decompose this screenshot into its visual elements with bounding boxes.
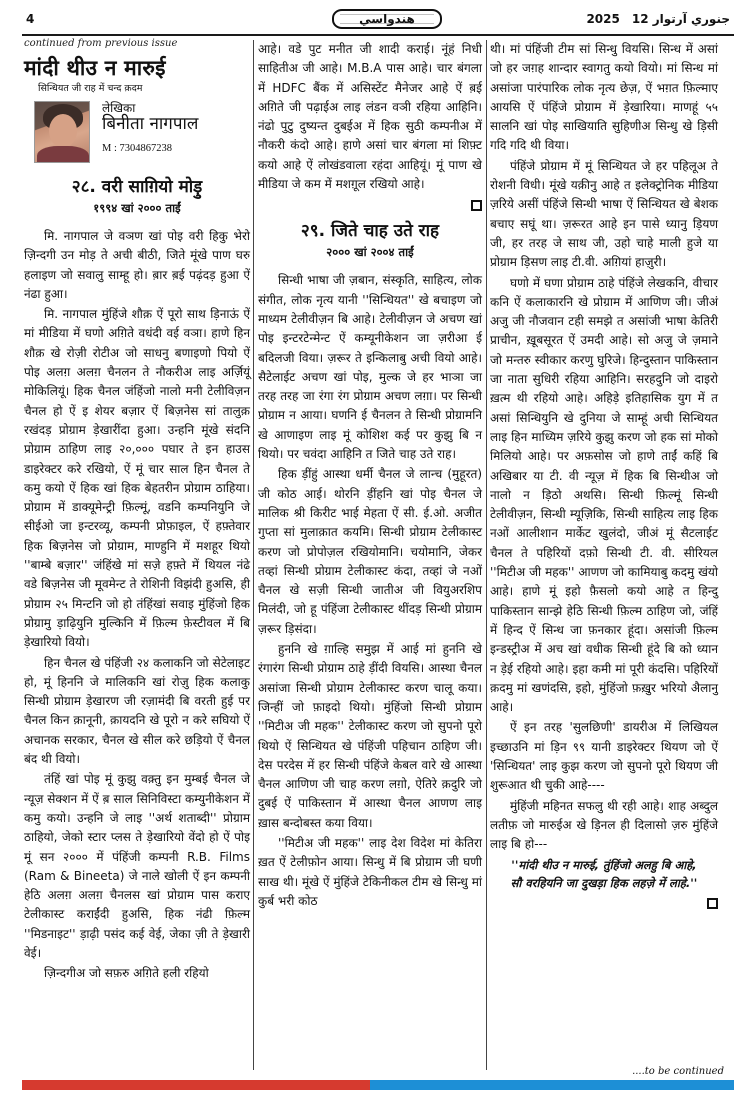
section-28-title: २८. वरी साग़ियो मोड़ु [71, 177, 203, 197]
column-divider [253, 40, 254, 1070]
author-photo [34, 101, 90, 163]
closing-quote [490, 856, 718, 892]
article-title: मांदी थीउ न मारुई [24, 56, 166, 80]
paragraph: मि. नागपाल जे वञण खां पोइ वरी हिकु भेरो ज़िन्दगी उन मोड़ ते अची बीठी, जिते मूंखे पाण घरु हलाइण जो सवालु साम्हू हो। ब़ार ब़ई पढ़ंदड़ हुआ ऐं नंढा हुआ। [24, 229, 250, 301]
section-end-mark [471, 200, 482, 211]
quote-line: ''मांदी थीउ न मारुई, तुंहिंजो अलहु बि आहे, [511, 858, 697, 873]
footer-bar-blue [370, 1080, 734, 1090]
footer-bar-red [22, 1080, 370, 1090]
issue-day-date: 12 جنوري [631, 12, 730, 26]
column-2 [258, 40, 482, 912]
paragraph: सिन्धी भाषा जी ज़बान, संस्कृति, साहित्य, लोक संगीत, लोक नृत्य यानी ''सिन्धियत'' खे बचाइण जो माध्यम टेलीवीज़न बि आहे। टेलीवीज़न जे अचण खां पोइ इन्टरटेन्मेन्ट ऐं कम्यूनीकेशन जा ज़रीआ ई बदिलजी विया। ज़रूर ते इन्किलाबु अची वियो आहे। सैटेलाईट अचण खां पोइ, मुल्क जे हर भाञा जा तरह तरह जा रंगा रंग प्रोग्राम अचण लग़ा। पर सिन्धी प्रोग्राम न आया। घणनि ई चैनलन ते सिन्धी प्रोग्रामनि खे आणाइण लाइ मूं कोशिश कई पर कुझु बि न थियो। पर चवंदा आहिनि त जिते चाह उते राह। [258, 273, 482, 462]
paragraph: मि. नागपाल मुंहिंजे शौक़ ऐं पूरो साथ ड़िनाऊं ऐं मां मीडिया में घणो अग़िते वधंदी वई वञा। हाणे हिन शौक़ खे रोज़ी रोटीअ जो साधनु बणाइणो पियो ऐं पोइ अलग़ अलग़ चैनलन ते नौकरीअ लाइ अर्ज़ियूं मोकिलियूं। हिक चैनल जंहिंजो नालो मनी टेलीविज़न चैनल हो ऐं इ शेयर बज़ार ऐं बिज़नेस सां तालुक़ रखंदड़ प्रोग्राम ड़ेखारींदा हुआ। उन्हनि मूंखे संदनि प्रोग्राम ठाहिण लाइ २०,००० पघार ते इन हाउस डाइरेक्टर करे रखियो, ऐं मूं चार साल हिन चैनल ते कमु कयो ऐं हिक खां हिक बेहतरीन प्रोग्राम ठाहिया। प्रोग्राम में डाक्यूमेन्ट्री फ़िल्मूं, वडनि कम्पनियुनि जे सीईओ जा इन्टरव्यू, कम्पनी प्रोफ़ाइल, ऐं हफ़्तेवार हिक बिज़नेस जो प्रोग्राम, माण्हुनि में मशहूर थियो ''बाम्बे बज़ार'' जंहिंखे मां सज़े हफ़्ते में थियल नंढे वडे बिज़नेस जी मूवमेन्ट ते रोशिनी विझंदी हुअसि, ही प्रोग्राम २५ मिन्टनि जो हो तंहिंखां सवाइ मुंहिंजो हिक प्रोग्रामु ड़ाढ़ियुनि मुल्किनि में फ़िल्म फ़ेस्टीवल में बि ड़ेखारियो वियो। [24, 307, 250, 650]
column-divider [486, 40, 487, 1070]
paragraph: ज़िन्दगीअ जो सफ़रु अग़िते हली रहियो [44, 966, 209, 981]
paragraph: आहे। वडे पुट मनीत जी शादी कराई। नूंहं निधी साहितीअ जी आहे। M.B.A पास आहे। चार बंगला में HDFC बैंक में असिस्टेंट मैनेजर आहे ऐं ब़ई अग़िते जी पढ़ाईअ लाइ लंडन वञी रहिया आहिनि। नंढो पुटु दुष्यन्त दुबईअ में हिक सुठी कम्पनीअ में नौकरी कंदो आहे। हाणे असां चार बंगला मां शिफ़्ट कयो आहे ऐं लोखंडवाला रहंदा आहियूं। मूं पाण खे मीडिया जे कम में मशग़ूल रखियो आहे। [258, 42, 482, 192]
paragraph: हिक ड़ींहुं आस्था धर्मी चैनल जे लान्च (मुहूरत) जी कोठ आई। थोरनि ड़ींहनि खां पोइ चैनल जे मालिक श्री किरीट भाई मेहता ऐं सी. ई.ओ. अजीत गुप्ता सां मुलाक़ात कयमि। सिन्धी प्रोग्राम टेलीकास्ट करण जो प्रोपोज़ल रखियोमानि। चयोमानि, जेकर तव्हां सिन्धी प्रोग्राम टेलीकास्ट कंदा, तव्हां जे नओं चैनल खे सज़ी सिन्धी जातीअ जी वियुअरशिप मिलंदी, जो हू पंहिंजा टेलीकास्ट थींदड़ सिन्धी प्रोग्राम ज़रूर ड़िसंदा। [258, 467, 482, 636]
section-end-mark [707, 898, 718, 909]
continued-to-note: ....to be continued [632, 1066, 724, 1077]
paragraph: पंहिंजे प्रोग्राम में मूं सिन्धियत जे हर पहिलूअ ते रोशनी विधी। मूंखे यक़ीनु आहे त इलेक्ट्रोनिक मीडिया ज़रिये असीं पंहिंजे सिन्धी भाषा ऐं सिन्धियत खे बेशक बचाए सघूं था। ज़रूरत आहे इन पासे ध्यानु ड़ियण जी, हर तरह जे साथ जी, उहो चाहे माली हुजे या प्रोग्राम ड़िसण लाइ टी.वी. अग़ियां हाज़ुरी। [490, 158, 718, 270]
issue-weekday: آرتوار [652, 12, 687, 26]
paragraph: थी। मां पंहिंजी टीम सां सिन्धु वियसि। सिन्ध में असां जो हर जग़ह शान्दार स्वागतु कयो वियो। मां सिन्ध मां असांजा पारंपारिक लोक नृत्य छेज़, ऐं भग़त फ़िल्माए आयसि ऐं पंहिंजे प्रोग्राम में ड़ेखारिया। माणहूं ५५ सालनि खां पोइ साखियाति सुहिणीअ सिन्धु खे ड़िसी गदि गदि थी विया। [490, 42, 718, 153]
author-block [24, 99, 250, 169]
page-header [22, 10, 734, 36]
article-subtitle: सिन्धियत जी राह में चन्द क़दम [38, 83, 143, 94]
logo-text: هندواسي [359, 12, 415, 26]
paragraph: हिन चैनल खे पंहिंजी २४ कलाकनि जो सेटेलाइट हो, मूं हिननि जे मालिकनि खां रोज़ु हिक कलाकु सिन्धी प्रोग्राम ड़ेखारण जी रज़ामंदी बि वरती हुई पर चैनल किन क़ानूनी, क़ायदनि खे पूरो न करे सघियो ऐं अचानक सरकार, चैनल खे सील करे छड़ियो ऐं चैनल बंद थी वियो। [24, 655, 250, 767]
paragraph: ऐं इन तरह 'सुलछिणी' डायरीअ में लिखियल इच्छाउनि मां ड़िन ९९ यानी डाइरेक्टर थियण जो ऐं 'सिन्धियत' लाइ कुझ करण जो सुपनो पूरो थियण जी शुरूआत थी चुकी आहे---- [490, 720, 718, 793]
paragraph: घणो में घणा प्रोग्राम ठाहे पंहिंजे लेखकनि, वीचार कनि ऐं कलाकारनि खे प्रोग्राम में आणिण जी। जीअं अजु जी नौजवान टही समझे त असांजी भाषा केतिरी प्राचीन, ख़ूबसूरत ऐं उमदी आहे। सो अजु जे ज़माने जो मन्तरु स्वीकार करणु घुरिजे। हिन्दुस्तान पाकिस्तान जा नाता सुधिरी रहिया आहिनि। सरहदुनि जो दाइरो ख़त्म थी रहियो आहे। अहिड़े इतिहासिक युग में त असां सिन्धियुनि खे दुनिया जे साम्हूं अची सिन्धियत लाइ हिन माध्यिम ज़रिये कुझु करण जो हक सां मोको मिलियो आहे। पर अफ़सोस जो हाणे ताईं कहिं बि अखिबार या टी. वी न्यूज़ में हिक बि सिन्धीअ जो नालो न ड़िठो अथसि। सिन्धी फ़िल्मूं सिन्धी टेलीवीज़न, सिन्धी म्यूज़िकि, सिन्धी साहित्य लाइ हिक नओं आलीशान मार्केट खुलंदो, जीअं मूं सैटलाईट चैनल ते पहिरियों दफ़ो सिन्धी टी. वी. सीरियल ''मिटीअ जी महक'' आणण जो कामियाबु कदमु खंयो आहे। हाणे मूं इहो फ़ैसलो कयो आहे त हिन्दु पाकिस्तान सान्झे हेठि सिन्धी फ़िल्म ठाहिण जो, जंहिं में हिन्द ऐं सिन्ध जा फ़नकार हूंदा। असांजी फ़िल्म इन्डस्ट्रीअ में अच खां वधीक सिन्धी हूंदे बि को ध्यान न ड़ेई रहियो आहे। इहा कमी मां पूरी कंदसि। पहिरियों क़दमु मां खणंदसि, इहो, मुंहिंजो फ़ख़ुर भरियो अैलानु आहे। [490, 275, 718, 715]
author-name: बिनीता नागपाल [102, 114, 199, 134]
issue-date [586, 12, 730, 26]
footer-color-bar [22, 1080, 734, 1090]
paragraph: ''मिटीअ जी महक'' लाइ देश विदेश मां केतिरा ख़त ऐं टेलीफ़ोन आया। सिन्धु में बि प्रोग्राम जी घणी साख थी। मूंखे ऐं मुंहिंजे टेकिनीकल टीम खे सिन्धु मां कुर्ब भरी कोठ [258, 835, 482, 908]
paragraph: तंहिं खां पोइ मूं कुझु वक़्तु इन मुम्बई चैनल जे न्यूज़ सेक्शन में ऐं ब़ साल सिनिविस्टा कम्युनीकेशन में कमु कयो। उन्हनि जे लाइ ''अर्थ शताब्दी'' प्रोग्राम ठाहियो, जेको स्टार प्लस ते ड़ेखारियो वेंदो हो ऐं पोइ मूं सन २००० में पंहिंजी कम्पनी R.B. Films (Ram & Bineeta) जे नाले खोली ऐं इन कम्पनी हेठि अलग़ अलग़ चैनलस खां प्रोग्राम पास कराए टेलीकास्ट कराईंदी हुअसि, हिक नंढी फ़िल्म ''मिडनाइट'' ड़ाढ़ी पसंद कई वेई, जेका ज़ी ते ड़ेखारी वेई। [24, 772, 250, 960]
paragraph: हुननि खे ग़ाल्हि समुझ में आई मां हुननि खे रंगारंग सिन्धी प्रोग्राम ठाहे ड़ींदी वियसि। आस्था चैनल असांजा सिन्धी प्रोग्राम टेलीकास्ट करण चालू कया। जिन्हीं जो फ़ाइदो थियो। मुंहिंजो सिन्धी प्रोग्राम ''मिटीअ जी महक'' टेलीकास्ट करण जो सुपनो पूरो थियो ऐं सिन्धियत खे पंहिंजी पहिचान ठाहिण जी। देस परदेस में हर सिन्धी पंहिंजे केबल वारे खे आस्था चैनल आणिण जी चाह करण लग़ो, ऐतिरे क़दुरि जो दुबई ऐं पाकिस्तान में आस्था चैनल आणण लाइ ख़ास बन्दोबस्त कया विया। [258, 642, 482, 830]
section-29-title: २९. जिते चाह उते राह [300, 221, 440, 242]
masthead-logo [332, 9, 442, 29]
section-28-years: १९९४ खां २००० ताईं [93, 201, 181, 215]
quote-line: सौ वरहियनि जा दुखड़ा हिक लहज़े में लाहे.'' [510, 876, 698, 891]
author-mobile: M : 7304867238 [102, 143, 173, 154]
issue-year: 2025 [586, 12, 620, 26]
page-number: 4 [26, 12, 35, 26]
paragraph: मुंहिंजी महिनत सफलु थी रही आहे। शाह अब्दुल लतीफ़ जो मारुईअ खे ड़िनल ही दिलासो ज़रु मुंहिंजे लाइ बि हो--- [490, 798, 718, 852]
continued-from-note: continued from previous issue [24, 38, 178, 49]
column-3 [490, 40, 718, 913]
section-29-years: २००० खां २००४ ताईं [326, 245, 414, 260]
column-1 [24, 42, 250, 985]
author-role: लेखिका [102, 101, 136, 115]
